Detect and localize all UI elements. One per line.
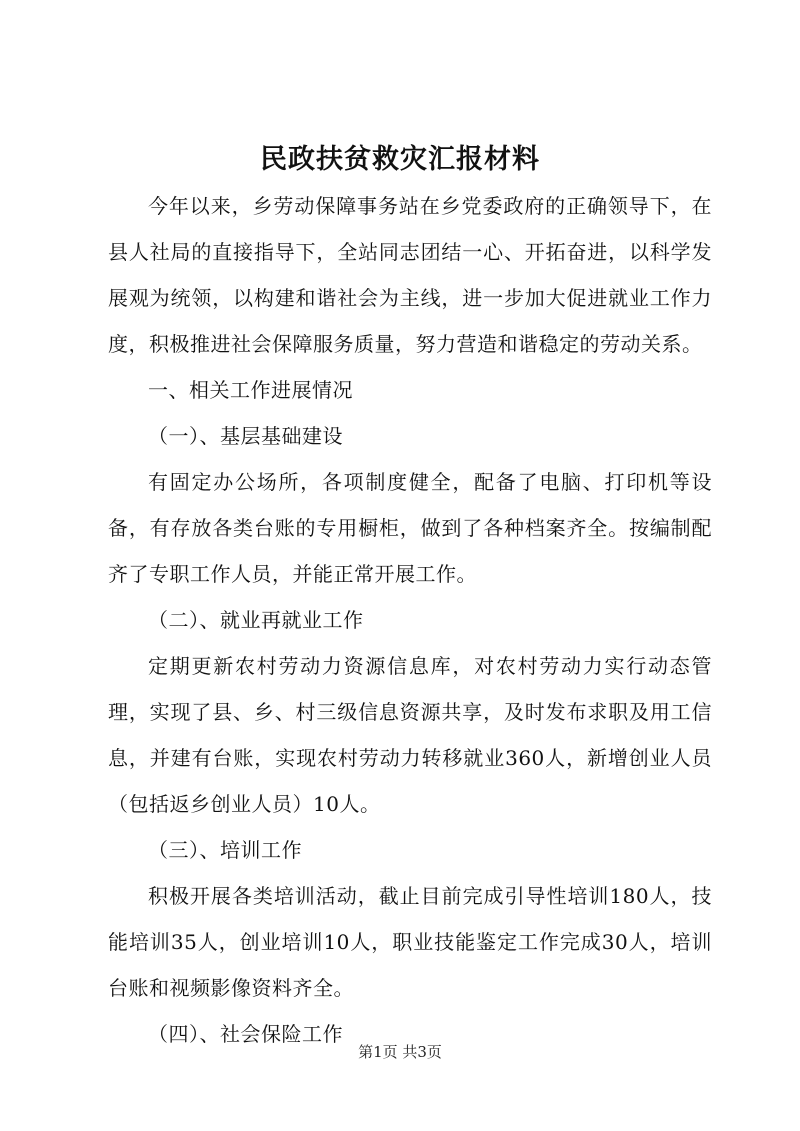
subsection-heading-infrastructure: （一）、基层基础建设 (148, 424, 343, 448)
paragraph-employment: 定期更新农村劳动力资源信息库，对农村劳动力实行动态管理，实现了县、乡、村三级信息资源共享，及时发布求职及用工信息，并建有台账，实现农村劳动力转移就业360人，新增创业人员（包括返乡创业人员）10人。 (108, 654, 712, 816)
paragraph-infrastructure: 有固定办公场所，各项制度健全，配备了电脑、打印机等设备，有存放各类台账的专用橱柜，做到了各种档案齐全。按编制配齐了专职工作人员，并能正常开展工作。 (108, 470, 712, 586)
document-title: 民政扶贫救灾汇报材料 (260, 144, 540, 175)
document-body (108, 183, 712, 1057)
section-heading-progress: 一、相关工作进展情况 (148, 378, 353, 402)
page-number-footer: 第1页 共3页 (358, 1043, 442, 1061)
paragraph-intro: 今年以来，乡劳动保障事务站在乡党委政府的正确领导下，在县人社局的直接指导下，全站同志团结一心、开拓奋进，以科学发展观为统领，以构建和谐社会为主线，进一步加大促进就业工作力度，积极推进社会保障服务质量，努力营造和谐稳定的劳动关系。 (108, 194, 712, 356)
subsection-heading-employment: （二）、就业再就业工作 (148, 608, 364, 632)
paragraph-training: 积极开展各类培训活动，截止目前完成引导性培训180人，技能培训35人，创业培训10人，职业技能鉴定工作完成30人，培训台账和视频影像资料齐全。 (108, 884, 712, 1000)
subsection-heading-social-insurance: （四）、社会保险工作 (148, 1022, 343, 1046)
subsection-heading-training: （三）、培训工作 (148, 838, 302, 862)
